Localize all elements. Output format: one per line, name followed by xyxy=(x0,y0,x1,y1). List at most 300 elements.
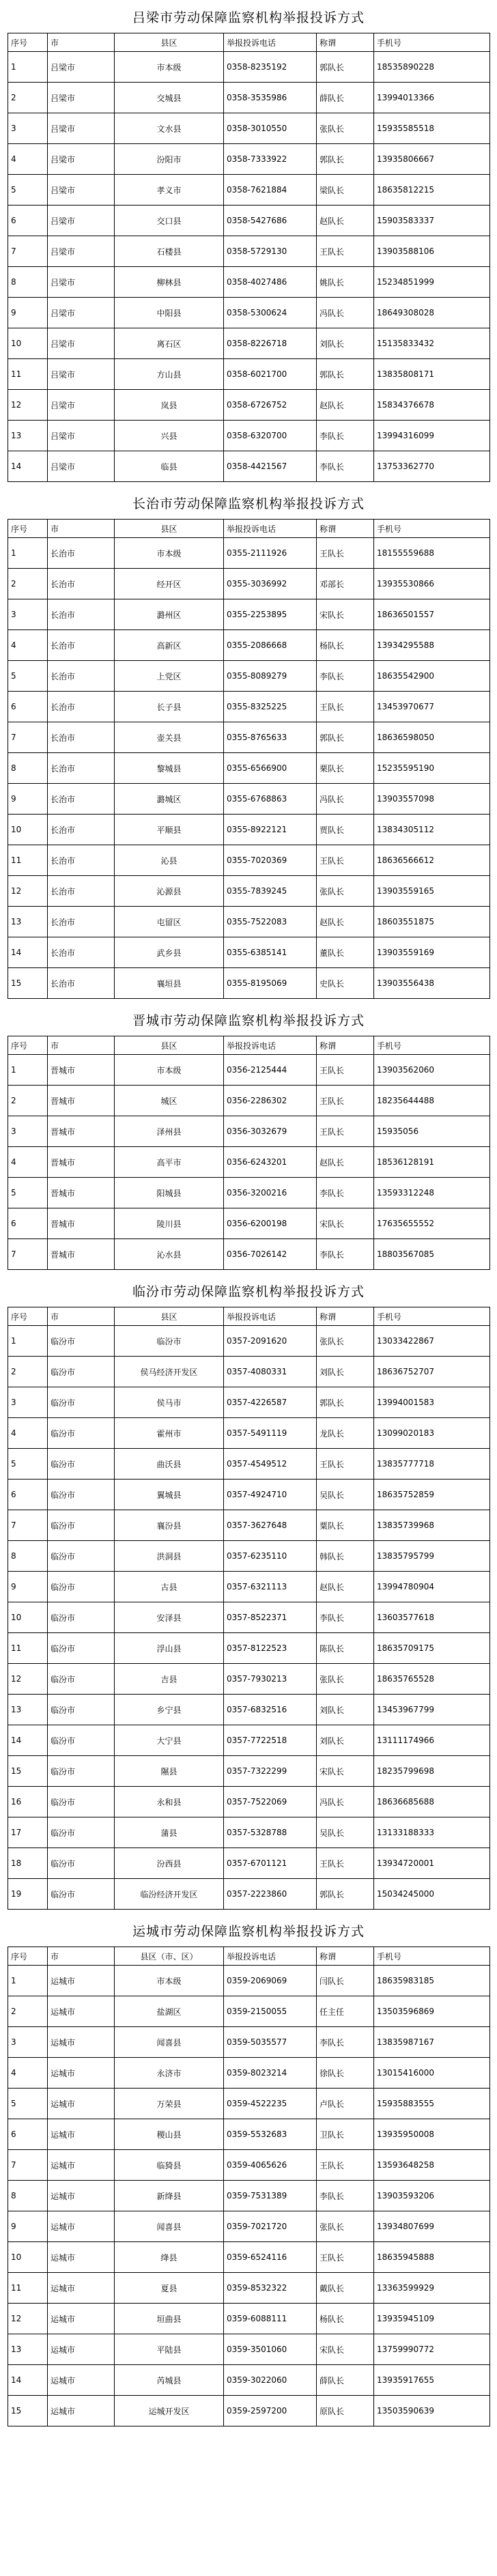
row-index: 10 xyxy=(8,2242,48,2273)
row-city: 临汾市 xyxy=(48,1879,115,1910)
row-mobile: 18635752859 xyxy=(374,1480,490,1510)
row-mobile: 13111174966 xyxy=(374,1725,490,1756)
row-mobile: 13934807699 xyxy=(374,2211,490,2242)
row-phone: 0355-2253895 xyxy=(224,599,317,630)
row-city: 晋城市 xyxy=(48,1055,115,1086)
row-mobile: 13903559165 xyxy=(374,876,490,907)
table-row xyxy=(8,2089,490,2119)
row-contact: 刘队长 xyxy=(317,328,374,359)
row-index: 6 xyxy=(8,2119,48,2150)
row-mobile: 18603551875 xyxy=(374,907,490,937)
row-index: 10 xyxy=(8,1602,48,1633)
row-contact: 杨队长 xyxy=(317,2304,374,2334)
row-mobile: 13935530866 xyxy=(374,569,490,599)
row-index: 3 xyxy=(8,1116,48,1147)
row-mobile: 15135833432 xyxy=(374,328,490,359)
table-row xyxy=(8,692,490,722)
row-contact: 李队长 xyxy=(317,1239,374,1270)
row-contact: 卢队长 xyxy=(317,2089,374,2119)
row-phone: 0358-6021700 xyxy=(224,359,317,390)
row-index: 4 xyxy=(8,2058,48,2089)
row-contact: 李队长 xyxy=(317,421,374,451)
table-row xyxy=(8,2304,490,2334)
row-index: 1 xyxy=(8,1326,48,1357)
table-row xyxy=(8,2027,490,2058)
row-mobile: 13753362770 xyxy=(374,451,490,482)
row-mobile: 18535890228 xyxy=(374,52,490,83)
row-index: 6 xyxy=(8,1208,48,1239)
table-row xyxy=(8,538,490,569)
table-row xyxy=(8,2150,490,2181)
row-phone: 0358-5300624 xyxy=(224,298,317,328)
row-city: 临汾市 xyxy=(48,1480,115,1510)
row-index: 6 xyxy=(8,206,48,236)
row-county: 经开区 xyxy=(115,569,224,599)
row-city: 吕梁市 xyxy=(48,175,115,206)
row-index: 9 xyxy=(8,2211,48,2242)
row-county: 岚县 xyxy=(115,390,224,421)
row-city: 临汾市 xyxy=(48,1725,115,1756)
table-row xyxy=(8,1996,490,2027)
table-row xyxy=(8,1664,490,1695)
row-contact: 吴队长 xyxy=(317,1817,374,1848)
row-county: 泽州县 xyxy=(115,1116,224,1147)
row-phone: 0357-6832516 xyxy=(224,1695,317,1725)
table-row xyxy=(8,2242,490,2273)
row-contact: 冯队长 xyxy=(317,784,374,815)
row-city: 运城市 xyxy=(48,2027,115,2058)
row-city: 临汾市 xyxy=(48,1664,115,1695)
row-phone: 0359-2069069 xyxy=(224,1966,317,1996)
row-mobile: 15935883555 xyxy=(374,2089,490,2119)
row-mobile: 13033422867 xyxy=(374,1326,490,1357)
row-city: 临汾市 xyxy=(48,1418,115,1449)
row-phone: 0359-8023214 xyxy=(224,2058,317,2089)
column-header: 举报投诉电话 xyxy=(224,1036,317,1055)
table-row xyxy=(8,907,490,937)
row-mobile: 18649308028 xyxy=(374,298,490,328)
row-index: 3 xyxy=(8,1387,48,1418)
row-index: 3 xyxy=(8,113,48,144)
row-contact: 宋队长 xyxy=(317,2334,374,2365)
row-phone: 0358-8235192 xyxy=(224,52,317,83)
row-index: 15 xyxy=(8,2396,48,2426)
row-county: 柳林县 xyxy=(115,267,224,298)
row-contact: 李队长 xyxy=(317,2181,374,2211)
row-contact: 梁队长 xyxy=(317,175,374,206)
row-mobile: 18635709175 xyxy=(374,1633,490,1664)
row-phone: 0355-8325225 xyxy=(224,692,317,722)
row-phone: 0359-6524116 xyxy=(224,2242,317,2273)
row-phone: 0357-2091620 xyxy=(224,1326,317,1357)
row-city: 长治市 xyxy=(48,876,115,907)
column-header: 举报投诉电话 xyxy=(224,520,317,538)
table-header-row xyxy=(8,33,490,52)
row-mobile: 13994013366 xyxy=(374,83,490,113)
row-city: 临汾市 xyxy=(48,1541,115,1572)
row-contact: 李队长 xyxy=(317,661,374,692)
row-county: 孝义市 xyxy=(115,175,224,206)
row-county: 石楼县 xyxy=(115,236,224,267)
table-row xyxy=(8,298,490,328)
row-index: 8 xyxy=(8,1541,48,1572)
row-city: 临汾市 xyxy=(48,1357,115,1387)
row-county: 安泽县 xyxy=(115,1602,224,1633)
row-mobile: 18635983185 xyxy=(374,1966,490,1996)
row-mobile: 13593312248 xyxy=(374,1178,490,1208)
row-index: 8 xyxy=(8,2181,48,2211)
row-phone: 0358-4421567 xyxy=(224,451,317,482)
row-city: 吕梁市 xyxy=(48,328,115,359)
table-row xyxy=(8,1510,490,1541)
row-city: 长治市 xyxy=(48,630,115,661)
section-gap xyxy=(8,482,489,489)
row-city: 运城市 xyxy=(48,1966,115,1996)
row-county: 高平市 xyxy=(115,1147,224,1178)
row-contact: 董队长 xyxy=(317,937,374,968)
row-mobile: 15235595190 xyxy=(374,753,490,784)
table-row xyxy=(8,630,490,661)
row-county: 绛县 xyxy=(115,2242,224,2273)
row-phone: 0358-5729130 xyxy=(224,236,317,267)
row-phone: 0357-5491119 xyxy=(224,1418,317,1449)
row-phone: 0357-7522069 xyxy=(224,1787,317,1817)
row-city: 临汾市 xyxy=(48,1602,115,1633)
column-header: 县区 xyxy=(115,1307,224,1326)
row-county: 洪洞县 xyxy=(115,1541,224,1572)
row-city: 长治市 xyxy=(48,692,115,722)
row-city: 晋城市 xyxy=(48,1239,115,1270)
row-county: 市本级 xyxy=(115,52,224,83)
row-phone: 0357-7930213 xyxy=(224,1664,317,1695)
row-index: 7 xyxy=(8,722,48,753)
row-contact: 赵队长 xyxy=(317,206,374,236)
row-contact: 李队长 xyxy=(317,2027,374,2058)
table-row xyxy=(8,390,490,421)
row-mobile: 18803567085 xyxy=(374,1239,490,1270)
row-index: 12 xyxy=(8,1664,48,1695)
row-index: 12 xyxy=(8,2304,48,2334)
row-mobile: 13903562060 xyxy=(374,1055,490,1086)
row-contact: 李队长 xyxy=(317,1178,374,1208)
row-county: 阳城县 xyxy=(115,1178,224,1208)
row-contact: 王队长 xyxy=(317,1086,374,1116)
table-header-row xyxy=(8,520,490,538)
row-county: 黎城县 xyxy=(115,753,224,784)
row-mobile: 13593648258 xyxy=(374,2150,490,2181)
row-mobile: 15903583337 xyxy=(374,206,490,236)
table-row xyxy=(8,784,490,815)
row-city: 吕梁市 xyxy=(48,83,115,113)
row-index: 2 xyxy=(8,83,48,113)
row-phone: 0357-7322299 xyxy=(224,1756,317,1787)
row-county: 上党区 xyxy=(115,661,224,692)
row-phone: 0359-2597200 xyxy=(224,2396,317,2426)
row-mobile: 13903588106 xyxy=(374,236,490,267)
row-city: 运城市 xyxy=(48,2089,115,2119)
row-index: 11 xyxy=(8,845,48,876)
row-contact: 张队长 xyxy=(317,2211,374,2242)
row-phone: 0357-4924710 xyxy=(224,1480,317,1510)
row-contact: 刘队长 xyxy=(317,1357,374,1387)
row-mobile: 13903593206 xyxy=(374,2181,490,2211)
table-row xyxy=(8,328,490,359)
row-index: 5 xyxy=(8,175,48,206)
row-index: 13 xyxy=(8,421,48,451)
row-index: 19 xyxy=(8,1879,48,1910)
row-phone: 0359-7531389 xyxy=(224,2181,317,2211)
row-index: 9 xyxy=(8,784,48,815)
table-row xyxy=(8,2396,490,2426)
row-mobile: 15234851999 xyxy=(374,267,490,298)
row-mobile: 13994780904 xyxy=(374,1572,490,1602)
row-phone: 0359-2150055 xyxy=(224,1996,317,2027)
table-row xyxy=(8,451,490,482)
row-index: 14 xyxy=(8,451,48,482)
table-row xyxy=(8,1787,490,1817)
row-index: 4 xyxy=(8,630,48,661)
row-county: 汾阳市 xyxy=(115,144,224,175)
row-contact: 戴队长 xyxy=(317,2273,374,2304)
row-city: 临汾市 xyxy=(48,1387,115,1418)
row-mobile: 15034245000 xyxy=(374,1879,490,1910)
row-city: 长治市 xyxy=(48,538,115,569)
table-row xyxy=(8,569,490,599)
complaint-table xyxy=(8,519,490,999)
row-city: 运城市 xyxy=(48,1996,115,2027)
row-contact: 刘队长 xyxy=(317,1695,374,1725)
table-row xyxy=(8,113,490,144)
row-county: 交口县 xyxy=(115,206,224,236)
row-city: 运城市 xyxy=(48,2242,115,2273)
row-contact: 赵队长 xyxy=(317,907,374,937)
row-index: 4 xyxy=(8,1418,48,1449)
table-row xyxy=(8,421,490,451)
row-mobile: 13503590639 xyxy=(374,2396,490,2426)
row-county: 城区 xyxy=(115,1086,224,1116)
row-city: 晋城市 xyxy=(48,1208,115,1239)
table-row xyxy=(8,1147,490,1178)
row-city: 吕梁市 xyxy=(48,451,115,482)
row-index: 15 xyxy=(8,1756,48,1787)
row-city: 长治市 xyxy=(48,753,115,784)
row-contact: 徐队长 xyxy=(317,2058,374,2089)
table-header-row xyxy=(8,1036,490,1055)
row-index: 6 xyxy=(8,1480,48,1510)
row-county: 浮山县 xyxy=(115,1633,224,1664)
table-row xyxy=(8,2334,490,2365)
row-contact: 薛队长 xyxy=(317,83,374,113)
row-county: 古县 xyxy=(115,1572,224,1602)
column-header: 序号 xyxy=(8,1947,48,1966)
column-header: 称谓 xyxy=(317,1307,374,1326)
row-phone: 0355-7020369 xyxy=(224,845,317,876)
section-gap xyxy=(8,999,489,1006)
row-city: 长治市 xyxy=(48,722,115,753)
row-county: 侯马经济开发区 xyxy=(115,1357,224,1387)
row-index: 5 xyxy=(8,2089,48,2119)
column-header: 举报投诉电话 xyxy=(224,1307,317,1326)
row-phone: 0358-3010550 xyxy=(224,113,317,144)
row-county: 沁水县 xyxy=(115,1239,224,1270)
row-index: 6 xyxy=(8,692,48,722)
row-mobile: 13903557098 xyxy=(374,784,490,815)
row-contact: 王队长 xyxy=(317,2150,374,2181)
column-header: 举报投诉电话 xyxy=(224,33,317,52)
row-county: 高新区 xyxy=(115,630,224,661)
row-index: 3 xyxy=(8,2027,48,2058)
table-row xyxy=(8,661,490,692)
row-mobile: 13603577618 xyxy=(374,1602,490,1633)
row-county: 文水县 xyxy=(115,113,224,144)
table-row xyxy=(8,175,490,206)
row-county: 潞州区 xyxy=(115,599,224,630)
table-row xyxy=(8,1817,490,1848)
row-county: 运城开发区 xyxy=(115,2396,224,2426)
row-county: 陵川县 xyxy=(115,1208,224,1239)
table-row xyxy=(8,1756,490,1787)
row-contact: 姚队长 xyxy=(317,267,374,298)
row-phone: 0358-5427686 xyxy=(224,206,317,236)
row-contact: 冯队长 xyxy=(317,1787,374,1817)
row-county: 曲沃县 xyxy=(115,1449,224,1480)
row-phone: 0358-6726752 xyxy=(224,390,317,421)
row-county: 交城县 xyxy=(115,83,224,113)
column-header: 序号 xyxy=(8,1036,48,1055)
row-index: 17 xyxy=(8,1817,48,1848)
row-contact: 王队长 xyxy=(317,2242,374,2273)
row-index: 1 xyxy=(8,52,48,83)
row-city: 临汾市 xyxy=(48,1787,115,1817)
column-header: 市 xyxy=(48,1947,115,1966)
row-mobile: 13099020183 xyxy=(374,1418,490,1449)
row-county: 新绛县 xyxy=(115,2181,224,2211)
table-row xyxy=(8,236,490,267)
row-county: 乡宁县 xyxy=(115,1695,224,1725)
row-city: 晋城市 xyxy=(48,1116,115,1147)
row-mobile: 13903559169 xyxy=(374,937,490,968)
row-city: 运城市 xyxy=(48,2396,115,2426)
column-header: 手机号 xyxy=(374,33,490,52)
row-mobile: 15935056 xyxy=(374,1116,490,1147)
row-county: 隰县 xyxy=(115,1756,224,1787)
row-city: 长治市 xyxy=(48,907,115,937)
row-index: 11 xyxy=(8,1633,48,1664)
row-index: 2 xyxy=(8,1996,48,2027)
section-title: 晋城市劳动保障监察机构举报投诉方式 xyxy=(132,1013,365,1028)
column-header: 序号 xyxy=(8,1307,48,1326)
row-phone: 0359-5532683 xyxy=(224,2119,317,2150)
row-city: 长治市 xyxy=(48,569,115,599)
row-index: 5 xyxy=(8,1178,48,1208)
row-mobile: 18635765528 xyxy=(374,1664,490,1695)
row-city: 临汾市 xyxy=(48,1326,115,1357)
row-city: 临汾市 xyxy=(48,1510,115,1541)
section-title: 临汾市劳动保障监察机构举报投诉方式 xyxy=(132,1284,365,1299)
row-index: 10 xyxy=(8,815,48,845)
row-phone: 0359-3501060 xyxy=(224,2334,317,2365)
row-city: 吕梁市 xyxy=(48,236,115,267)
row-mobile: 13934295588 xyxy=(374,630,490,661)
row-county: 沁县 xyxy=(115,845,224,876)
table-row xyxy=(8,1387,490,1418)
table-row xyxy=(8,52,490,83)
row-contact: 史队长 xyxy=(317,968,374,999)
row-phone: 0355-6385141 xyxy=(224,937,317,968)
row-phone: 0355-2111926 xyxy=(224,538,317,569)
table-row xyxy=(8,1572,490,1602)
complaint-table xyxy=(8,1947,490,2426)
row-county: 霍州市 xyxy=(115,1418,224,1449)
row-county: 屯留区 xyxy=(115,907,224,937)
table-row xyxy=(8,144,490,175)
column-header: 县区 xyxy=(115,33,224,52)
row-contact: 郭队长 xyxy=(317,359,374,390)
row-city: 长治市 xyxy=(48,784,115,815)
table-row xyxy=(8,1449,490,1480)
row-mobile: 18636501557 xyxy=(374,599,490,630)
row-city: 运城市 xyxy=(48,2150,115,2181)
row-index: 13 xyxy=(8,2334,48,2365)
row-contact: 王队长 xyxy=(317,1055,374,1086)
column-header: 称谓 xyxy=(317,520,374,538)
row-phone: 0357-4080331 xyxy=(224,1357,317,1387)
row-index: 4 xyxy=(8,1147,48,1178)
row-index: 7 xyxy=(8,1510,48,1541)
row-mobile: 13935945109 xyxy=(374,2304,490,2334)
row-contact: 栗队长 xyxy=(317,753,374,784)
row-phone: 0357-2223860 xyxy=(224,1879,317,1910)
table-row xyxy=(8,937,490,968)
column-header: 县区 xyxy=(115,520,224,538)
row-county: 蒲县 xyxy=(115,1817,224,1848)
row-index: 18 xyxy=(8,1848,48,1879)
complaint-table xyxy=(8,33,490,482)
column-header: 手机号 xyxy=(374,1307,490,1326)
row-county: 兴县 xyxy=(115,421,224,451)
row-mobile: 18636566612 xyxy=(374,845,490,876)
row-county: 潞城区 xyxy=(115,784,224,815)
row-mobile: 13994316099 xyxy=(374,421,490,451)
row-contact: 张队长 xyxy=(317,876,374,907)
table-row xyxy=(8,1116,490,1147)
row-city: 运城市 xyxy=(48,2304,115,2334)
row-phone: 0359-7021720 xyxy=(224,2211,317,2242)
table-row xyxy=(8,359,490,390)
row-contact: 闫队长 xyxy=(317,1966,374,1996)
row-mobile: 18635812215 xyxy=(374,175,490,206)
row-county: 闻喜县 xyxy=(115,2027,224,2058)
row-county: 大宁县 xyxy=(115,1725,224,1756)
table-row xyxy=(8,1208,490,1239)
row-contact: 薛队长 xyxy=(317,2365,374,2396)
row-phone: 0358-6320700 xyxy=(224,421,317,451)
row-phone: 0355-8922121 xyxy=(224,815,317,845)
row-city: 晋城市 xyxy=(48,1086,115,1116)
row-city: 临汾市 xyxy=(48,1449,115,1480)
row-county: 平陆县 xyxy=(115,2334,224,2365)
row-contact: 宋队长 xyxy=(317,1756,374,1787)
row-county: 壶关县 xyxy=(115,722,224,753)
column-header: 县区 xyxy=(115,1036,224,1055)
row-contact: 宋队长 xyxy=(317,1208,374,1239)
row-city: 运城市 xyxy=(48,2119,115,2150)
row-county: 永和县 xyxy=(115,1787,224,1817)
table-row xyxy=(8,722,490,753)
row-county: 市本级 xyxy=(115,538,224,569)
row-phone: 0357-8522371 xyxy=(224,1602,317,1633)
row-mobile: 13835739968 xyxy=(374,1510,490,1541)
